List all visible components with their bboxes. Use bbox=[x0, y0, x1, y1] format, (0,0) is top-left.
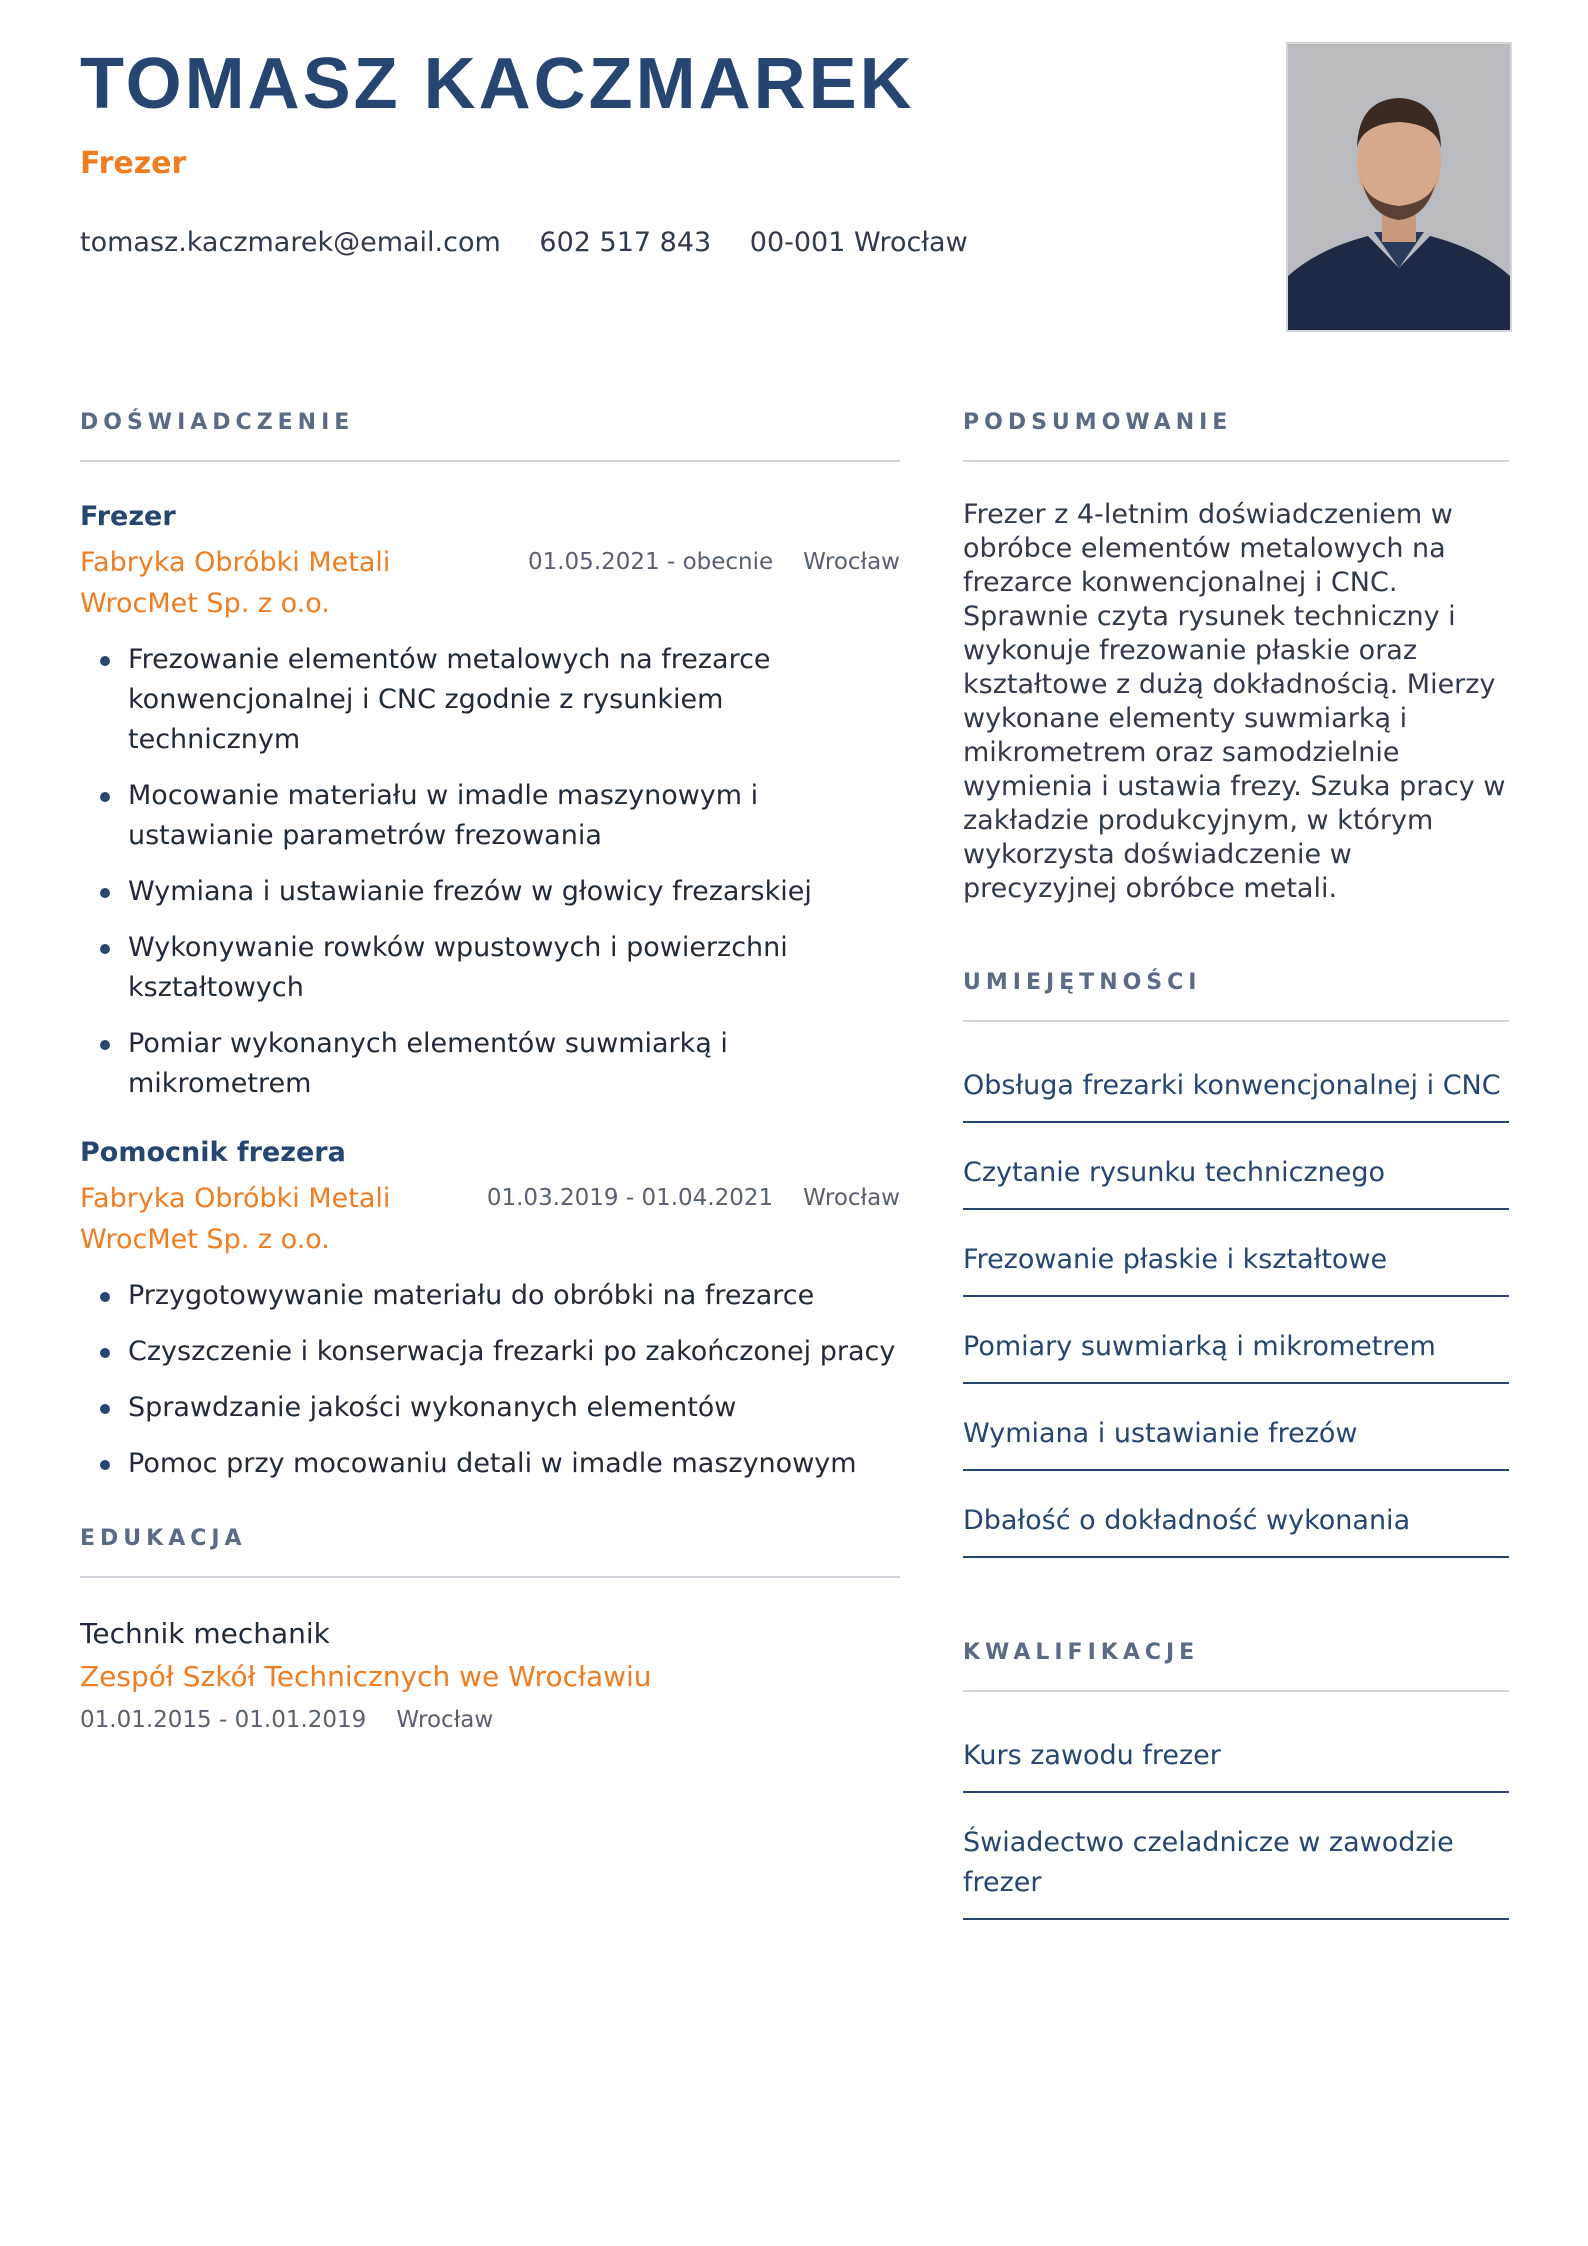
skills-heading: UMIEJĘTNOŚCI bbox=[963, 968, 1509, 1022]
skill-item: Czytanie rysunku technicznego bbox=[963, 1145, 1509, 1210]
left-column bbox=[80, 408, 900, 1740]
job-duties bbox=[80, 1276, 900, 1484]
duty-item: Czyszczenie i konserwacja frezarki po zakończonej pracy bbox=[80, 1332, 900, 1372]
phone: 602 517 843 bbox=[539, 227, 712, 258]
job-location: Wrocław bbox=[803, 549, 900, 575]
job-dates: 01.03.2019 - 01.04.2021 bbox=[486, 1185, 774, 1211]
duty-item: Pomiar wykonanych elementów suwmiarką i mikrometrem bbox=[80, 1024, 900, 1104]
job-entry-title: Pomocnik frezera bbox=[80, 1137, 346, 1168]
job-title: Frezer bbox=[80, 146, 187, 181]
job-entry bbox=[80, 1134, 900, 1484]
education-section bbox=[80, 1524, 900, 1740]
qualifications-section bbox=[963, 1638, 1509, 1920]
duty-item: Mocowanie materiału w imadle maszynowym i ustawianie parametrów frezowania bbox=[80, 776, 900, 856]
job-meta bbox=[487, 1178, 900, 1219]
candidate-name: TOMASZ KACZMAREK bbox=[80, 44, 915, 124]
skill-item: Dbałość o dokładność wykonania bbox=[963, 1493, 1509, 1558]
profile-photo bbox=[1286, 42, 1512, 332]
duty-item: Przygotowywanie materiału do obróbki na frezarce bbox=[80, 1276, 900, 1316]
education-heading: EDUKACJA bbox=[80, 1524, 900, 1578]
summary-heading: PODSUMOWANIE bbox=[963, 408, 1509, 462]
job-company: Fabryka Obróbki Metali WrocMet Sp. z o.o. bbox=[80, 1183, 391, 1255]
qualification-item: Świadectwo czeladnicze w zawodzie frezer bbox=[963, 1815, 1509, 1920]
skill-item: Obsługa frezarki konwencjonalnej i CNC bbox=[963, 1058, 1509, 1123]
summary-text: Frezer z 4-letnim doświadczeniem w obróbce elementów metalowych na frezarce konwencjonalnej i CNC. Sprawnie czyta rysunek techniczny i wykonuje frezowanie płaskie oraz kształtowe z dużą dokładnością. Mierzy wykonane elementy suwmiarką i mikrometrem oraz samodzielnie wymienia i ustawia frezy. Szuka pracy w zakładzie produkcyjnym, w którym wykorzysta doświadczenie w precyzyjnej obróbce metali. bbox=[963, 499, 1506, 904]
education-school: Zespół Szkół Technicznych we Wrocławiu bbox=[80, 1660, 652, 1693]
education-meta bbox=[80, 1700, 900, 1740]
skill-item: Pomiary suwmiarką i mikrometrem bbox=[963, 1319, 1509, 1384]
qualifications-heading: KWALIFIKACJE bbox=[963, 1638, 1509, 1692]
qualification-item: Kurs zawodu frezer bbox=[963, 1728, 1509, 1793]
duty-item: Sprawdzanie jakości wykonanych elementów bbox=[80, 1388, 900, 1428]
education-degree: Technik mechanik bbox=[80, 1617, 330, 1650]
address: 00-001 Wrocław bbox=[749, 227, 968, 258]
job-location: Wrocław bbox=[803, 1185, 900, 1211]
duty-item: Wykonywanie rowków wpustowych i powierzchni kształtowych bbox=[80, 928, 900, 1008]
job-duties bbox=[80, 640, 900, 1104]
skills-section bbox=[963, 968, 1509, 1558]
job-entry bbox=[80, 498, 900, 1104]
duty-item: Wymiana i ustawianie frezów w głowicy frezarskiej bbox=[80, 872, 900, 912]
contact-line bbox=[80, 227, 998, 258]
job-dates: 01.05.2021 - obecnie bbox=[527, 549, 774, 575]
email: tomasz.kaczmarek@email.com bbox=[80, 227, 501, 258]
duty-item: Pomoc przy mocowaniu detali w imadle maszynowym bbox=[80, 1444, 900, 1484]
education-location: Wrocław bbox=[396, 1707, 494, 1733]
right-column bbox=[963, 408, 1509, 2000]
experience-heading: DOŚWIADCZENIE bbox=[80, 408, 900, 462]
skill-item: Wymiana i ustawianie frezów bbox=[963, 1406, 1509, 1471]
education-dates: 01.01.2015 - 01.01.2019 bbox=[80, 1707, 367, 1733]
skill-item: Frezowanie płaskie i kształtowe bbox=[963, 1232, 1509, 1297]
job-entry-title: Frezer bbox=[80, 501, 176, 532]
job-meta bbox=[528, 542, 900, 583]
portrait-image bbox=[1288, 44, 1510, 330]
job-company: Fabryka Obróbki Metali WrocMet Sp. z o.o. bbox=[80, 547, 391, 619]
duty-item: Frezowanie elementów metalowych na frezarce konwencjonalnej i CNC zgodnie z rysunkiem technicznym bbox=[80, 640, 900, 760]
